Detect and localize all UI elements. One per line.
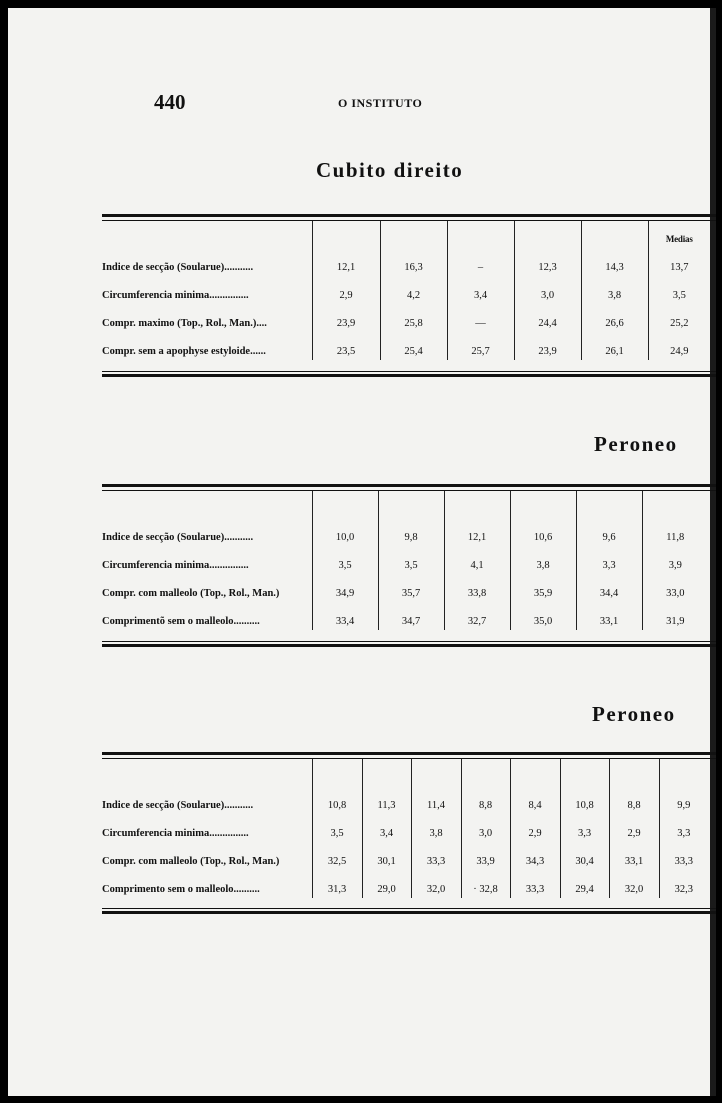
cell: –: [447, 248, 514, 276]
row-label: Indice de secção (Soularue)...........: [102, 800, 254, 811]
cell: 3,5: [312, 814, 362, 842]
row-label: Compr. com malleolo (Top., Rol., Man.): [102, 588, 280, 599]
row-label: Indice de secção (Soularue)...........: [102, 262, 254, 273]
cell: 11,8: [642, 518, 708, 546]
cell: 33,4: [312, 602, 378, 630]
cell: 3,9: [642, 546, 708, 574]
cell: 24,9: [648, 332, 710, 360]
row-label: Circumferencia minima...............: [102, 828, 249, 839]
cell: 3,0: [514, 276, 581, 304]
table-bottom-rule-thin: [102, 908, 716, 909]
cell: 32,0: [609, 870, 659, 898]
cell: 33,0: [642, 574, 708, 602]
journal-title: O INSTITUTO: [338, 96, 423, 110]
cell: · 32,8: [461, 870, 510, 898]
cell: 31,3: [312, 870, 362, 898]
cell: 33,3: [411, 842, 461, 870]
cell: 24,4: [514, 304, 581, 332]
cell: 35,9: [510, 574, 576, 602]
row-label: Indice de secção (Soularue)...........: [102, 532, 254, 543]
row-label: Compr. maximo (Top., Rol., Man.)....: [102, 318, 267, 329]
cell: 9,6: [576, 518, 642, 546]
cell: 9,8: [378, 518, 444, 546]
cell: 10,8: [312, 786, 362, 814]
table-row: [102, 248, 710, 276]
cell: 11,3: [362, 786, 411, 814]
cell: 4,2: [380, 276, 447, 304]
cell: 12,3: [514, 248, 581, 276]
cell: 10,0: [312, 518, 378, 546]
cell: 30,4: [560, 842, 609, 870]
table-bottom-rule: [102, 911, 716, 914]
cell: 2,9: [312, 276, 380, 304]
table-top-rule: [102, 484, 716, 487]
cell: 3,0: [461, 814, 510, 842]
cell: 14,3: [581, 248, 648, 276]
table-row: [102, 602, 708, 630]
cell: 3,5: [648, 276, 710, 304]
cell: 32,5: [312, 842, 362, 870]
table-row: [102, 870, 708, 898]
table-bottom-rule: [102, 644, 716, 647]
table-top-rule: [102, 752, 716, 755]
table-bottom-rule-thin: [102, 371, 716, 372]
cell: 34,3: [510, 842, 560, 870]
scan-edge: [710, 8, 716, 1096]
cell: 3,8: [411, 814, 461, 842]
cell: 2,9: [609, 814, 659, 842]
cell: 3,3: [659, 814, 708, 842]
cell: 3,4: [362, 814, 411, 842]
cell: 9,9: [659, 786, 708, 814]
cell: 8,4: [510, 786, 560, 814]
cell: 23,5: [312, 332, 380, 360]
cell: 33,1: [576, 602, 642, 630]
cell: 29,0: [362, 870, 411, 898]
cell: 10,6: [510, 518, 576, 546]
cell: 4,1: [444, 546, 510, 574]
cell: 3,5: [378, 546, 444, 574]
section-title-peroneo: Peroneo: [594, 432, 678, 456]
row-label: Circumferencia minima...............: [102, 290, 249, 301]
table-row: [102, 574, 708, 602]
cell: 12,1: [444, 518, 510, 546]
cell: 34,9: [312, 574, 378, 602]
cell: —: [447, 304, 514, 332]
cell: 26,6: [581, 304, 648, 332]
table-row: [102, 814, 708, 842]
section-title-cubito: Cubito direito: [316, 158, 464, 182]
section-title-peroneo-2: Peroneo: [592, 702, 676, 726]
cell: 30,1: [362, 842, 411, 870]
table-peroneo-2: [102, 759, 708, 898]
cell: 8,8: [609, 786, 659, 814]
cell: 33,1: [609, 842, 659, 870]
table-row: [102, 842, 708, 870]
table-row: [102, 786, 708, 814]
cell: 29,4: [560, 870, 609, 898]
cell: 32,3: [659, 870, 708, 898]
cell: 3,5: [312, 546, 378, 574]
cell: 33,3: [659, 842, 708, 870]
cell: 11,4: [411, 786, 461, 814]
table-header-row: [102, 759, 708, 786]
table-bottom-rule: [102, 374, 716, 377]
table-top-rule: [102, 214, 716, 217]
row-label: Comprimento sem o malleolo..........: [102, 884, 260, 895]
table-header-row: [102, 221, 710, 248]
cell: 25,4: [380, 332, 447, 360]
table-header-row: [102, 491, 708, 518]
scanned-page: [8, 8, 716, 1096]
cell: 32,7: [444, 602, 510, 630]
row-label: Compr. com malleolo (Top., Rol., Man.): [102, 856, 280, 867]
cell: 25,2: [648, 304, 710, 332]
table-row: [102, 304, 710, 332]
table-row: [102, 546, 708, 574]
cell: 3,4: [447, 276, 514, 304]
table-bottom-rule-thin: [102, 641, 716, 642]
row-label: Comprimentõ sem o malleolo..........: [102, 616, 260, 627]
cell: 3,8: [581, 276, 648, 304]
cell: 35,7: [378, 574, 444, 602]
cell: 16,3: [380, 248, 447, 276]
cell: 26,1: [581, 332, 648, 360]
cell: 31,9: [642, 602, 708, 630]
row-label: Compr. sem a apophyse estyloide......: [102, 346, 266, 357]
cell: 2,9: [510, 814, 560, 842]
running-head: [8, 90, 716, 114]
table-peroneo-1: [102, 491, 708, 630]
cell: 23,9: [514, 332, 581, 360]
page-number: 440: [154, 90, 186, 114]
cell: 3,3: [560, 814, 609, 842]
cell: 33,9: [461, 842, 510, 870]
cell: 8,8: [461, 786, 510, 814]
cell: 33,3: [510, 870, 560, 898]
cell: 35,0: [510, 602, 576, 630]
medias-header: Medias: [665, 234, 693, 244]
cell: 34,4: [576, 574, 642, 602]
table-row: [102, 518, 708, 546]
cell: 10,8: [560, 786, 609, 814]
cell: 3,3: [576, 546, 642, 574]
cell: 33,8: [444, 574, 510, 602]
row-label: Circumferencia minima...............: [102, 560, 249, 571]
table-row: [102, 276, 710, 304]
cell: 25,7: [447, 332, 514, 360]
table-cubito: [102, 221, 710, 360]
cell: 34,7: [378, 602, 444, 630]
cell: 23,9: [312, 304, 380, 332]
cell: 32,0: [411, 870, 461, 898]
cell: 12,1: [312, 248, 380, 276]
cell: 3,8: [510, 546, 576, 574]
table-row: [102, 332, 710, 360]
cell: 13,7: [648, 248, 710, 276]
cell: 25,8: [380, 304, 447, 332]
